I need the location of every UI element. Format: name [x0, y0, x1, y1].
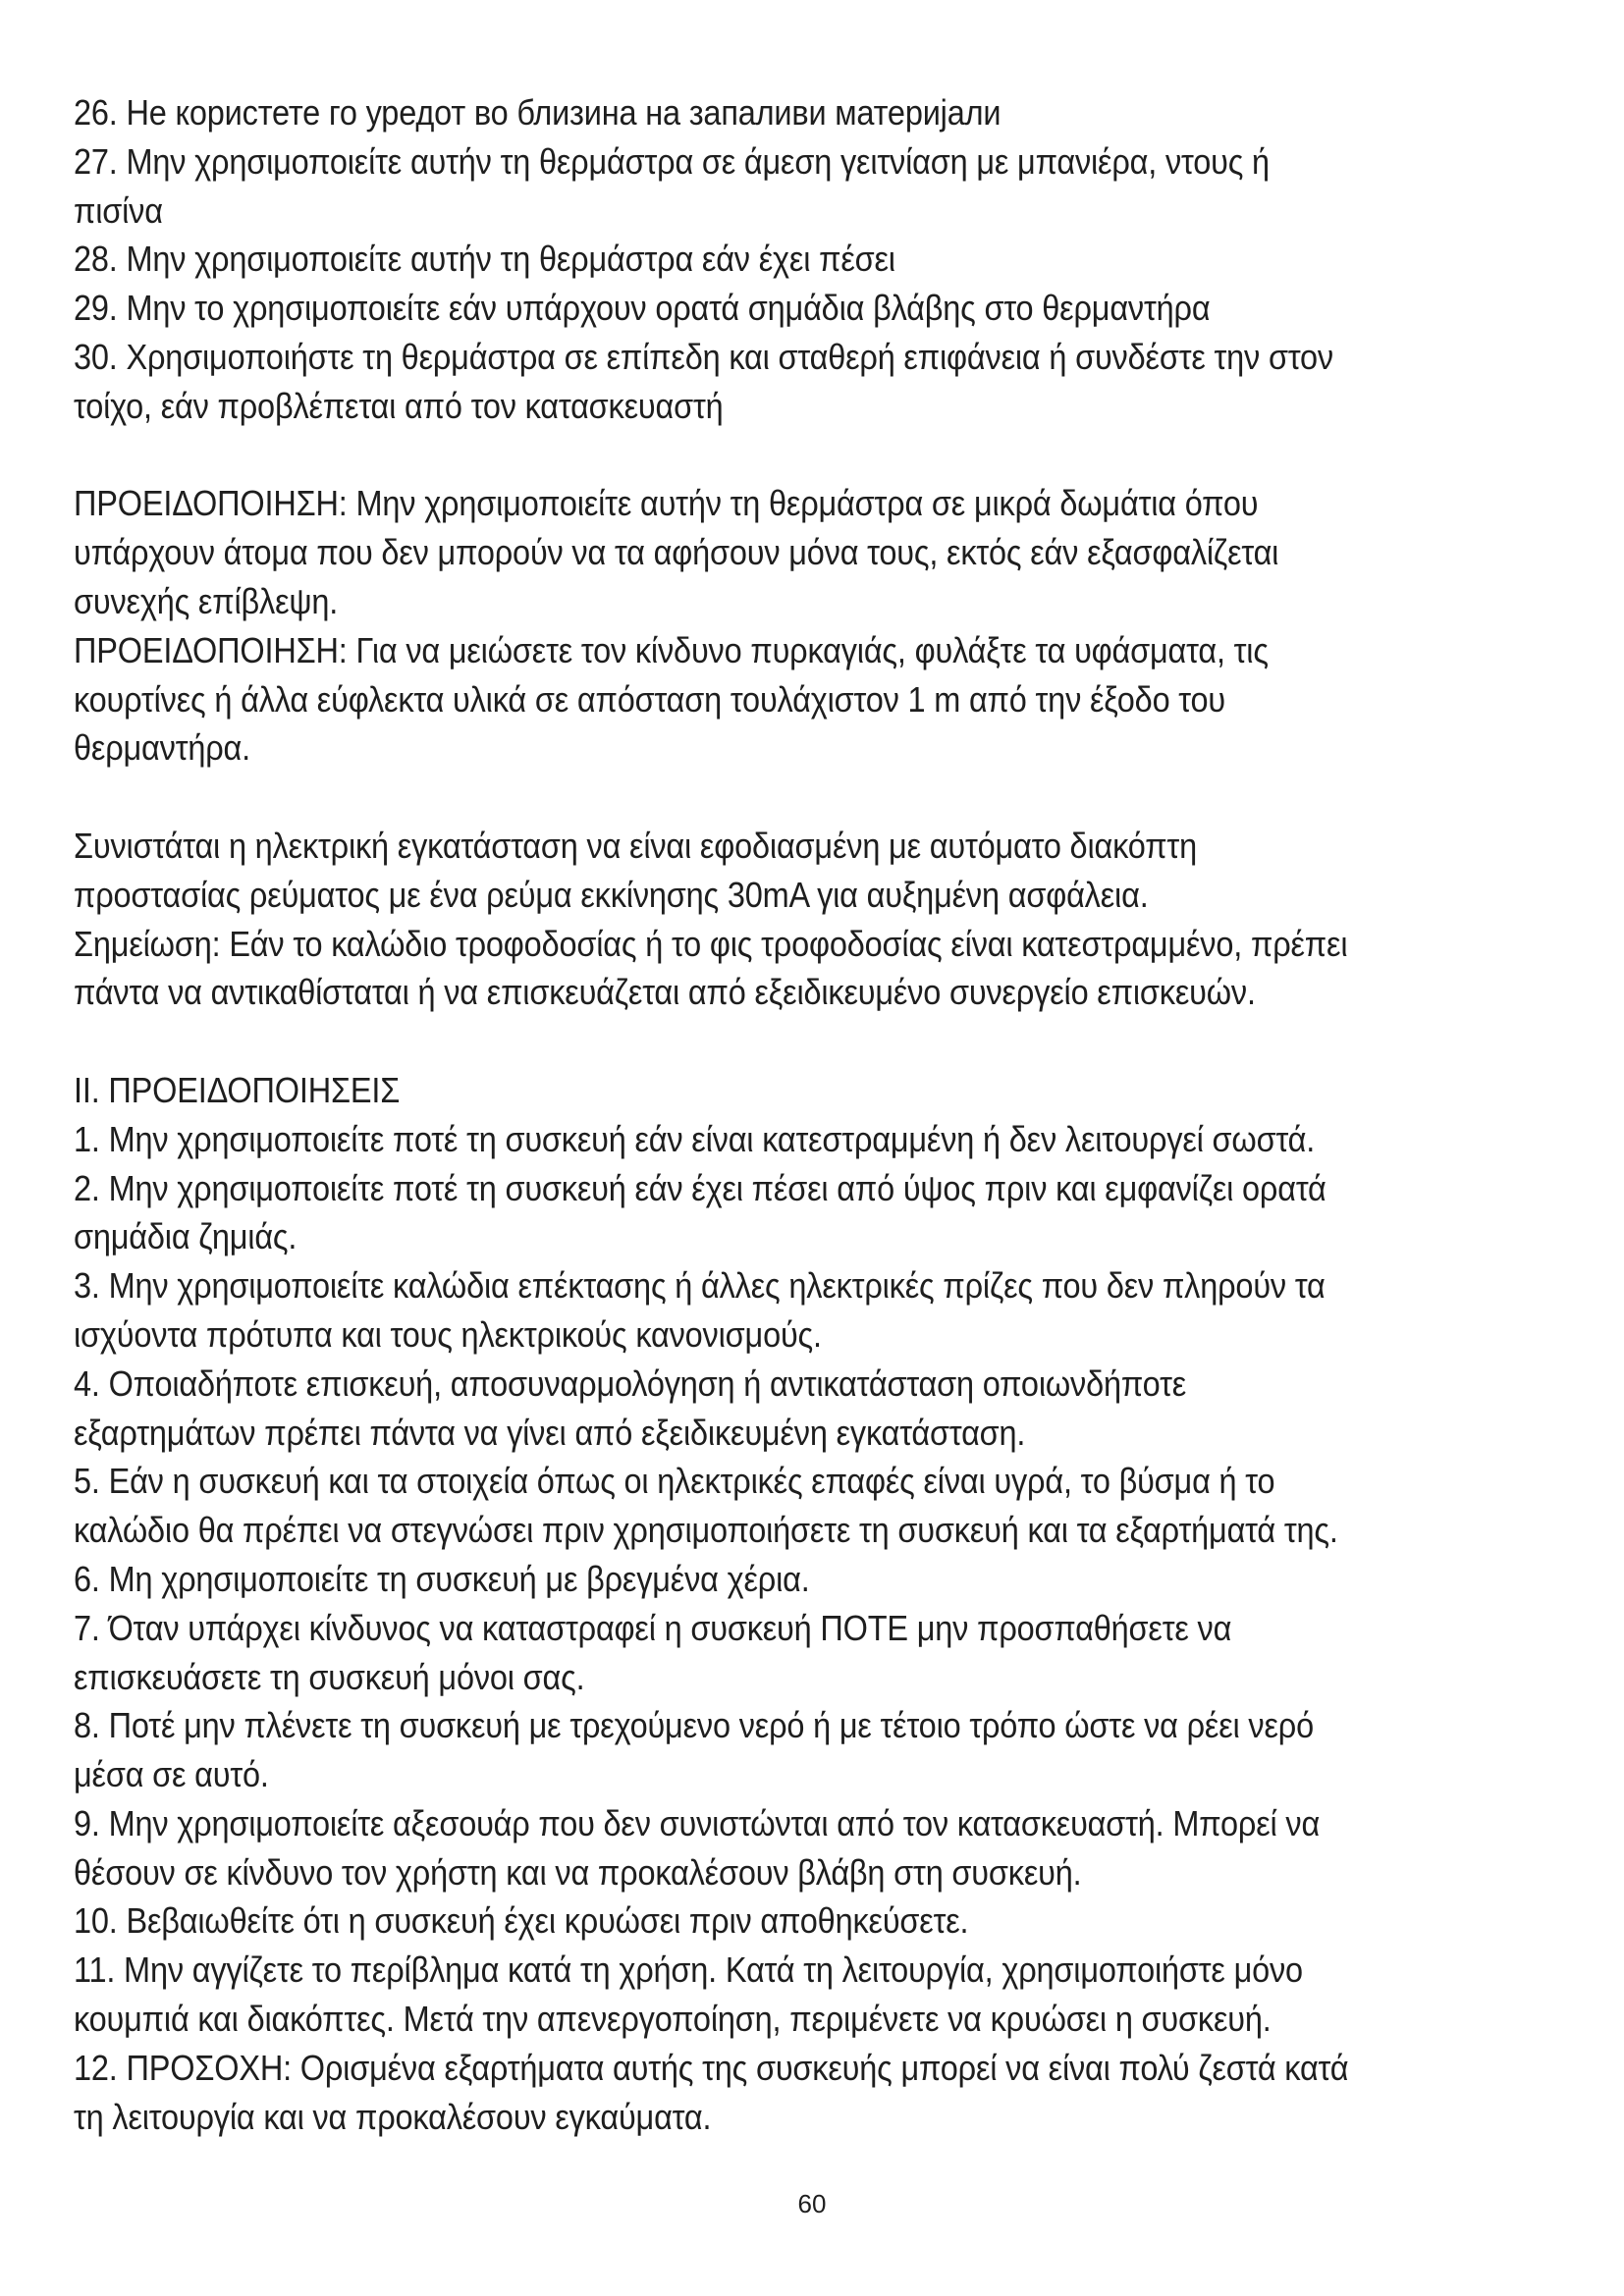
text-line: Σημείωση: Εάν το καλώδιο τροφοδοσίας ή το φις τροφοδοσίας είναι κατεστραμμένο, πρέπει	[74, 923, 1348, 964]
text-line: συνεχής επίβλεψη.	[74, 580, 339, 621]
text-line: μέσα σε αυτό.	[74, 1754, 269, 1795]
text-line: τη λειτουργία και να προκαλέσουν εγκαύματα.	[74, 2096, 712, 2137]
text-line: 29. Μην το χρησιμοποιείτε εάν υπάρχουν ορατά σημάδια βλάβης στο θερμαντήρα	[74, 288, 1211, 329]
text-line: 9. Μην χρησιμοποιείτε αξεσουάρ που δεν συνιστώνται από τον κατασκευαστή. Μπορεί να	[74, 1802, 1321, 1843]
text-line: 4. Οποιαδήποτε επισκευή, αποσυναρμολόγηση ή αντικατάσταση οποιωνδήποτε	[74, 1362, 1187, 1404]
section-heading: II. ΠΡΟΕΙΔΟΠΟΙΗΣΕΙΣ	[74, 1069, 401, 1110]
text-line: εξαρτημάτων πρέπει πάντα να γίνει από εξειδικευμένη εγκατάσταση.	[74, 1412, 1026, 1453]
text-line: ΠΡΟΕΙΔΟΠΟΙΗΣΗ: Για να μειώσετε τον κίνδυνο πυρκαγιάς, φυλάξτε τα υφάσματα, τις	[74, 629, 1269, 670]
warnings-section	[74, 1066, 1411, 2142]
text-line: πάντα να αντικαθίσταται ή να επισκευάζεται από εξειδικευμένο συνεργείο επισκευών.	[74, 972, 1256, 1013]
text-line: 10. Βεβαιωθείτε ότι η συσκευή έχει κρυώσει πριν αποθηκεύσετε.	[74, 1900, 969, 1942]
text-line: πισίνα	[74, 189, 163, 231]
text-line: προστασίας ρεύματος με ένα ρεύμα εκκίνησης 30mA για αυξημένη ασφάλεια.	[74, 874, 1149, 915]
text-line: 6. Μη χρησιμοποιείτε τη συσκευή με βρεγμένα χέρια.	[74, 1558, 810, 1599]
text-line: 3. Μην χρησιμοποιείτε καλώδια επέκτασης ή άλλες ηλεκτρικές πρίζες που δεν πληρούν τα	[74, 1265, 1326, 1307]
text-line: καλώδιο θα πρέπει να στεγνώσει πριν χρησιμοποιήσετε τη συσκευή και τα εξαρτήματά της.	[74, 1510, 1338, 1551]
text-line: 28. Μην χρησιμοποιείτε αυτήν τη θερμάστρα εάν έχει πέσει	[74, 239, 895, 280]
paragraph-gap	[74, 1017, 1411, 1066]
text-line: Συνιστάται η ηλεκτρική εγκατάσταση να είναι εφοδιασμένη με αυτόματο διακόπτη	[74, 825, 1197, 866]
text-line: 1. Μην χρησιμοποιείτε ποτέ τη συσκευή εάν είναι κατεστραμμένη ή δεν λειτουργεί σωστά.	[74, 1118, 1316, 1159]
text-line: ισχύοντα πρότυπα και τους ηλεκτρικούς κανονισμούς.	[74, 1313, 822, 1355]
text-line: τοίχο, εάν προβλέπεται από τον κατασκευαστή	[74, 385, 724, 426]
text-line: 30. Χρησιμοποιήστε τη θερμάστρα σε επίπεδη και σταθερή επιφάνεια ή συνδέστε την στον	[74, 336, 1333, 377]
text-line: 5. Εάν η συσκευή και τα στοιχεία όπως οι ηλεκτρικές επαφές είναι υγρά, το βύσμα ή το	[74, 1461, 1275, 1502]
text-line: υπάρχουν άτομα που δεν μπορούν να τα αφήσουν μόνα τους, εκτός εάν εξασφαλίζεται	[74, 532, 1279, 573]
paragraph-gap	[74, 431, 1411, 480]
text-line: 2. Μην χρησιμοποιείτε ποτέ τη συσκευή εάν έχει πέσει από ύψος πριν και εμφανίζει ορατά	[74, 1167, 1326, 1208]
text-line: 27. Μην χρησιμοποιείτε αυτήν τη θερμάστρα σε άμεση γειτνίαση με μπανιέρα, ντους ή	[74, 140, 1270, 182]
text-line: 7. Όταν υπάρχει κίνδυνος να καταστραφεί η συσκευή ΠΟΤΕ μην προσπαθήσετε να	[74, 1607, 1232, 1648]
text-line: 8. Ποτέ μην πλένετε τη συσκευή με τρεχούμενο νερό ή με τέτοιο τρόπο ώστε να ρέει νερό	[74, 1705, 1314, 1746]
text-line: 26. Не користете го уредот во близина на запаливи материјали	[74, 92, 1001, 133]
document-body	[74, 88, 1411, 2141]
paragraph-gap	[74, 773, 1411, 822]
page-number: 60	[797, 2189, 827, 2218]
text-line: κουμπιά και διακόπτες. Μετά την απενεργοποίηση, περιμένετε να κρυώσει η συσκευή.	[74, 1999, 1272, 2040]
text-line: επισκευάσετε τη συσκευή μόνοι σας.	[74, 1656, 585, 1697]
text-line: κουρτίνες ή άλλα εύφλεκτα υλικά σε απόσταση τουλάχιστον 1 m από την έξοδο του	[74, 678, 1225, 720]
text-line: θερμαντήρα.	[74, 727, 251, 769]
text-line: ΠΡΟΕΙΔΟΠΟΙΗΣΗ: Μην χρησιμοποιείτε αυτήν τη θερμάστρα σε μικρά δωμάτια όπου	[74, 483, 1259, 524]
warning-paragraphs	[74, 479, 1411, 773]
text-line: θέσουν σε κίνδυνο τον χρήστη και να προκαλέσουν βλάβη στη συσκευή.	[74, 1851, 1082, 1893]
installation-note	[74, 822, 1411, 1017]
text-line: σημάδια ζημιάς.	[74, 1216, 298, 1257]
safety-items-26-30	[74, 88, 1411, 431]
text-line: 12. ΠΡΟΣΟΧΗ: Ορισμένα εξαρτήματα αυτής της συσκευής μπορεί να είναι πολύ ζεστά κατά	[74, 2047, 1349, 2088]
text-line: 11. Μην αγγίζετε το περίβλημα κατά τη χρήση. Κατά τη λειτουργία, χρησιμοποιήστε μόνο	[74, 1949, 1303, 1991]
